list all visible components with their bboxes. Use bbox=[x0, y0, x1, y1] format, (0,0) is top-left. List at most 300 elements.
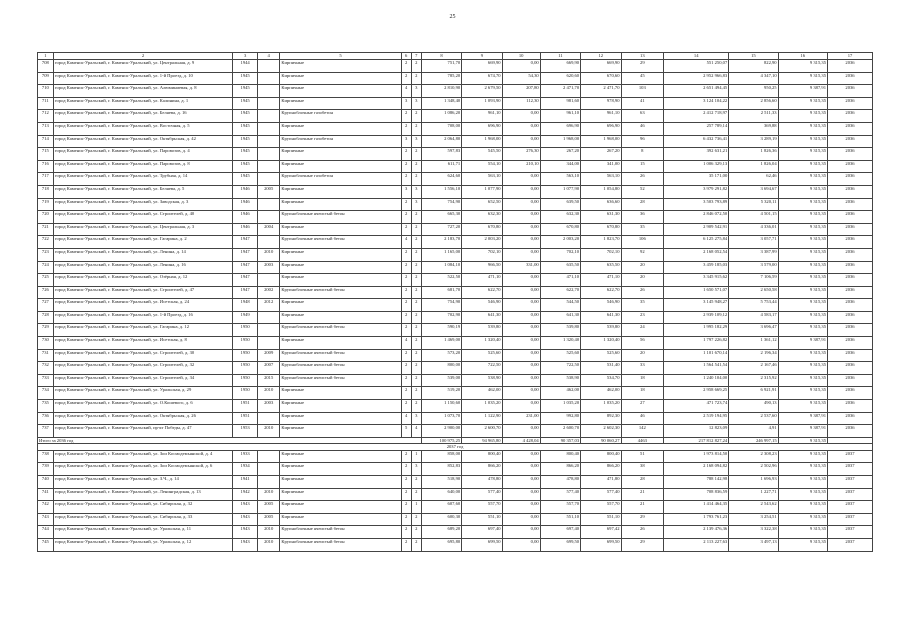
table-cell: 3 057,71 bbox=[729, 236, 778, 249]
table-cell: 674,70 bbox=[462, 72, 502, 85]
table-cell: 29 bbox=[621, 538, 664, 551]
table-cell: 1945 bbox=[233, 135, 258, 148]
table-cell bbox=[257, 450, 279, 463]
table-cell: 9 315,35 bbox=[778, 60, 827, 73]
table-cell: 2 bbox=[411, 160, 421, 173]
table-cell: 1948 bbox=[233, 299, 258, 312]
table-cell: 590,19 bbox=[421, 324, 461, 337]
table-cell: 96 bbox=[621, 135, 664, 148]
table-cell: 1 968,00 bbox=[462, 135, 502, 148]
table-cell: 2 bbox=[401, 538, 411, 551]
table-cell: 1943 bbox=[233, 501, 258, 514]
table-cell: 641,30 bbox=[540, 311, 580, 324]
table-cell: 2 315,92 bbox=[729, 374, 778, 387]
table-cell: город Каменск-Уральский, г. Каменск-Уральский, ул. Октябрьская, д. 42 bbox=[53, 135, 233, 148]
table-row bbox=[38, 463, 873, 476]
table-cell: 0,00 bbox=[502, 337, 540, 350]
table-cell: 2 bbox=[411, 311, 421, 324]
table-cell: 723 bbox=[38, 248, 54, 261]
table-cell: 26 bbox=[621, 173, 664, 186]
table-cell: 2036 bbox=[827, 85, 872, 98]
table-cell: 554,10 bbox=[462, 160, 502, 173]
table-cell: 2 bbox=[411, 60, 421, 73]
table-cell: 2037 bbox=[827, 501, 872, 514]
table-cell: Кирпичные bbox=[280, 261, 401, 274]
table-cell: 3 254,51 bbox=[729, 513, 778, 526]
table-cell: Кирпичные bbox=[280, 488, 401, 501]
table-cell: 9 315,35 bbox=[778, 311, 827, 324]
table-cell: 1947 bbox=[233, 274, 258, 287]
table-row bbox=[38, 526, 873, 539]
table-cell: 2 bbox=[401, 274, 411, 287]
table-cell: 0,00 bbox=[502, 173, 540, 186]
summary-cell: Итого за 2036 год bbox=[38, 437, 422, 444]
table-cell: 557,70 bbox=[581, 501, 621, 514]
table-cell: 56 bbox=[621, 337, 664, 350]
table-cell: город Каменск-Уральский, г. Каменск-Уральский, ул. Строителей, д. 34 bbox=[53, 374, 233, 387]
table-cell: 1946 bbox=[233, 185, 258, 198]
table-cell: 715 bbox=[38, 148, 54, 161]
table-cell: 544,50 bbox=[540, 299, 580, 312]
table-cell: 525,60 bbox=[540, 349, 580, 362]
table-cell bbox=[257, 97, 279, 110]
table-cell: город Каменск-Уральский, г. Каменск-Уральский, ул. Зои Космодемьянской, д. 6 bbox=[53, 463, 233, 476]
table-cell: 709 bbox=[38, 72, 54, 85]
table-cell: 2036 bbox=[827, 387, 872, 400]
table-cell: 9 315,35 bbox=[778, 135, 827, 148]
table-cell: 1953 bbox=[233, 425, 258, 438]
table-cell: 696,90 bbox=[540, 122, 580, 135]
table-cell: 636,60 bbox=[581, 198, 621, 211]
table-cell: 471,80 bbox=[581, 476, 621, 489]
table-cell: Кирпичные bbox=[280, 148, 401, 161]
table-cell: 0,00 bbox=[502, 324, 540, 337]
table-cell: 2 bbox=[411, 248, 421, 261]
table-cell: 2 bbox=[411, 337, 421, 350]
table-cell: Кирпичные bbox=[280, 160, 401, 173]
table-cell: 950,25 bbox=[729, 85, 778, 98]
table-row bbox=[38, 248, 873, 261]
table-cell: 539,80 bbox=[540, 324, 580, 337]
table-cell: 632,30 bbox=[540, 211, 580, 224]
table-cell: 545,50 bbox=[462, 148, 502, 161]
table-cell bbox=[257, 311, 279, 324]
table-cell: 577,40 bbox=[540, 488, 580, 501]
table-cell: 0,00 bbox=[502, 60, 540, 73]
table-cell: 3 bbox=[401, 135, 411, 148]
page-number: 25 bbox=[449, 14, 456, 20]
table-cell: 2012 bbox=[257, 299, 279, 312]
table-cell: 7 106,59 bbox=[729, 274, 778, 287]
table-cell: 2010 bbox=[257, 425, 279, 438]
table-row bbox=[38, 425, 873, 438]
table-cell: 15 bbox=[621, 160, 664, 173]
table-row bbox=[38, 450, 873, 463]
table-cell: 738 bbox=[38, 450, 54, 463]
table-cell: 695,80 bbox=[421, 538, 461, 551]
table-cell: 2 bbox=[411, 286, 421, 299]
table-cell: 0,00 bbox=[502, 362, 540, 375]
table-cell: Кирпичные bbox=[280, 122, 401, 135]
table-cell: 1 035,20 bbox=[581, 400, 621, 413]
table-cell: 1 650 571,07 bbox=[664, 286, 729, 299]
table-cell: 1945 bbox=[233, 85, 258, 98]
column-number: 14 bbox=[664, 53, 729, 60]
table-cell: 9 315,35 bbox=[778, 349, 827, 362]
column-number: 15 bbox=[729, 53, 778, 60]
table-cell: 2036 bbox=[827, 286, 872, 299]
table-cell: город Каменск-Уральский, г. Каменск-Уральский, ул. 1-й Проезд, д. 16 bbox=[53, 311, 233, 324]
table-cell: 2003 bbox=[257, 400, 279, 413]
table-cell: 1947 bbox=[233, 261, 258, 274]
table-cell: 4 583,17 bbox=[729, 311, 778, 324]
column-number: 4 bbox=[257, 53, 279, 60]
table-cell: Крупноблочные ячеистый бетон bbox=[280, 362, 401, 375]
table-cell: 2 bbox=[401, 110, 411, 123]
table-cell: 2 bbox=[401, 173, 411, 186]
table-cell: 2 bbox=[411, 236, 421, 249]
table-cell: 2 bbox=[411, 110, 421, 123]
table-cell: 699,50 bbox=[540, 538, 580, 551]
table-cell: 2 537,60 bbox=[729, 412, 778, 425]
table-cell: 1945 bbox=[233, 72, 258, 85]
column-number: 9 bbox=[462, 53, 502, 60]
table-cell bbox=[257, 412, 279, 425]
table-cell: 1 995 182,29 bbox=[664, 324, 729, 337]
table-cell: 9 315,35 bbox=[778, 501, 827, 514]
table-cell: 2 bbox=[411, 299, 421, 312]
table-cell: 611,71 bbox=[421, 160, 461, 173]
table-cell: 822,90 bbox=[729, 60, 778, 73]
table-cell: 2 bbox=[401, 160, 411, 173]
table-cell: 726 bbox=[38, 286, 54, 299]
table-cell: Кирпичные bbox=[280, 513, 401, 526]
table-cell: 1 086,20 bbox=[421, 110, 461, 123]
table-cell: 0,00 bbox=[502, 110, 540, 123]
table-cell: Крупноблочные ячеистый бетон bbox=[280, 526, 401, 539]
table-cell: 478,80 bbox=[540, 476, 580, 489]
table-cell: 2036 bbox=[827, 211, 872, 224]
table-cell: 858,00 bbox=[421, 450, 461, 463]
table-cell: 0,00 bbox=[502, 501, 540, 514]
table-cell: 2 bbox=[401, 513, 411, 526]
table-cell: 471,10 bbox=[462, 274, 502, 287]
table-cell: 52 bbox=[621, 185, 664, 198]
column-number: 7 bbox=[411, 53, 421, 60]
table-cell: 9 315,35 bbox=[778, 450, 827, 463]
table-cell: 730 bbox=[38, 337, 54, 350]
table-cell: 2036 bbox=[827, 311, 872, 324]
table-cell: 24 bbox=[621, 324, 664, 337]
table-cell: 742 bbox=[38, 501, 54, 514]
table-cell: 734 bbox=[38, 387, 54, 400]
table-cell: 3 bbox=[411, 85, 421, 98]
table-cell: 1 054,80 bbox=[581, 185, 621, 198]
table-cell: 2003 bbox=[257, 261, 279, 274]
table-cell: 2010 bbox=[257, 488, 279, 501]
table-cell: 519,20 bbox=[421, 387, 461, 400]
table-cell: 2037 bbox=[827, 488, 872, 501]
table-cell: 2 bbox=[401, 148, 411, 161]
table-row bbox=[38, 387, 873, 400]
table-cell: 2036 bbox=[827, 122, 872, 135]
table-row bbox=[38, 337, 873, 350]
column-number: 16 bbox=[778, 53, 827, 60]
table-cell: 557,70 bbox=[462, 501, 502, 514]
table-cell: 670,80 bbox=[462, 223, 502, 236]
table-cell: 2036 bbox=[827, 425, 872, 438]
table-cell: 2036 bbox=[827, 274, 872, 287]
summary-cell: 100 975,25 bbox=[421, 437, 461, 444]
table-cell: 0,00 bbox=[502, 311, 540, 324]
table-cell: 563,10 bbox=[462, 173, 502, 186]
table-cell: город Каменск-Уральский, г. Каменск-Уральский, ул. Беляева, д. 5 bbox=[53, 185, 233, 198]
summary-cell: 4 428,04 bbox=[502, 437, 540, 444]
table-cell: город Каменск-Уральский, г. Каменск-Уральский, ул. Зои Космодемьянской, д. 4 bbox=[53, 450, 233, 463]
table-row bbox=[38, 223, 873, 236]
table-cell: 2 003,20 bbox=[540, 236, 580, 249]
table-cell: 0,00 bbox=[502, 513, 540, 526]
table-cell: 735 bbox=[38, 400, 54, 413]
table-cell: 3 387,99 bbox=[729, 248, 778, 261]
table-cell: 4 bbox=[411, 425, 421, 438]
table-cell: 103 bbox=[621, 85, 664, 98]
table-row bbox=[38, 110, 873, 123]
table-cell: 518,90 bbox=[421, 476, 461, 489]
table-cell: 1950 bbox=[233, 362, 258, 375]
table-cell: 0,00 bbox=[502, 463, 540, 476]
table-cell: 1951 bbox=[233, 400, 258, 413]
table-cell: 63 bbox=[621, 110, 664, 123]
table-cell: 639,50 bbox=[540, 198, 580, 211]
table-cell: 1946 bbox=[233, 223, 258, 236]
table-cell: Кирпичные bbox=[280, 425, 401, 438]
table-cell: 3 696,47 bbox=[729, 324, 778, 337]
table-row bbox=[38, 299, 873, 312]
table-cell: 866,20 bbox=[540, 463, 580, 476]
table-cell: 716 bbox=[38, 160, 54, 173]
table-cell: 2 856,60 bbox=[729, 97, 778, 110]
table-cell: 708 bbox=[38, 60, 54, 73]
table-cell: 2 958 669,25 bbox=[664, 387, 729, 400]
table-cell: 1945 bbox=[233, 110, 258, 123]
table-cell: 2 511,33 bbox=[729, 110, 778, 123]
table-cell: 1 823,70 bbox=[581, 236, 621, 249]
table-cell: 2036 bbox=[827, 349, 872, 362]
table-cell: 471 723,74 bbox=[664, 400, 729, 413]
table-cell: 1 150,60 bbox=[421, 400, 461, 413]
table-cell: город Каменск-Уральский, г. Каменск-Уральский, ул. Озёрная, д. 12 bbox=[53, 274, 233, 287]
table-cell: 0,00 bbox=[502, 286, 540, 299]
table-cell: 2004 bbox=[257, 223, 279, 236]
table-cell: город Каменск-Уральский, г. Каменск-Уральский, ул. Исетская, д. 24 bbox=[53, 299, 233, 312]
table-cell: 2 bbox=[401, 400, 411, 413]
table-cell: 3 979 291,82 bbox=[664, 185, 729, 198]
column-number: 8 bbox=[421, 53, 461, 60]
table-cell: 2036 bbox=[827, 324, 872, 337]
table-cell: 0,00 bbox=[502, 274, 540, 287]
column-number-row bbox=[38, 53, 873, 60]
table-cell: 2 519 194,95 bbox=[664, 412, 729, 425]
table-cell: 2015 bbox=[257, 374, 279, 387]
table-row bbox=[38, 476, 873, 489]
table-cell: 62,46 bbox=[729, 173, 778, 186]
table-cell: 2037 bbox=[827, 450, 872, 463]
table-cell: 622,70 bbox=[581, 286, 621, 299]
table-cell: 106 bbox=[621, 236, 664, 249]
column-number: 3 bbox=[233, 53, 258, 60]
table-cell: город Каменск-Уральский, г. Каменск-Уральский, ул. Трубная, д. 14 bbox=[53, 173, 233, 186]
table-cell: 1 797 226,82 bbox=[664, 337, 729, 350]
table-cell: Кирпичные bbox=[280, 185, 401, 198]
table-cell: 267,20 bbox=[581, 148, 621, 161]
table-cell: 341,00 bbox=[581, 160, 621, 173]
table-cell: 0,00 bbox=[502, 400, 540, 413]
table-cell: 702,10 bbox=[540, 248, 580, 261]
table-cell: 641,30 bbox=[581, 311, 621, 324]
table-cell: 462,00 bbox=[462, 387, 502, 400]
table-cell bbox=[257, 274, 279, 287]
table-cell: 4 bbox=[401, 85, 411, 98]
table-cell: 2036 bbox=[827, 223, 872, 236]
table-cell: 46 bbox=[621, 122, 664, 135]
table-cell: 708,00 bbox=[421, 122, 461, 135]
table-cell: 622,70 bbox=[462, 286, 502, 299]
table-cell: 2 308,23 bbox=[729, 450, 778, 463]
table-cell: Кирпичные bbox=[280, 248, 401, 261]
table-cell: 9 315,35 bbox=[778, 198, 827, 211]
table-cell: 1 320,40 bbox=[540, 337, 580, 350]
table-cell: 892,30 bbox=[581, 412, 621, 425]
table-cell: город Каменск-Уральский, г. Каменск-Уральский, ул. Паровозов, д. 8 bbox=[53, 160, 233, 173]
table-cell: 1943 bbox=[233, 513, 258, 526]
table-cell: 18 bbox=[621, 387, 664, 400]
table-cell: 3 bbox=[401, 185, 411, 198]
table-cell: 1946 bbox=[233, 198, 258, 211]
table-cell: 2 412 718,97 bbox=[664, 110, 729, 123]
table-cell: 3 bbox=[411, 135, 421, 148]
table-cell: Крупноблочные ячеистый бетон bbox=[280, 349, 401, 362]
table-cell: 2 bbox=[411, 173, 421, 186]
table-cell: 5 320,11 bbox=[729, 198, 778, 211]
table-row bbox=[38, 324, 873, 337]
table-cell: город Каменск-Уральский, г. Каменск-Уральский, ул. Сибирская, д. 33 bbox=[53, 513, 233, 526]
table-row bbox=[38, 60, 873, 73]
table-cell: 2 846 072,50 bbox=[664, 211, 729, 224]
table-cell: 665,30 bbox=[421, 211, 461, 224]
table-cell: 9 315,35 bbox=[778, 160, 827, 173]
table-cell: город Каменск-Уральский, г. Каменск-Уральский, ул. Паровозов, д. 4 bbox=[53, 148, 233, 161]
table-cell: 2009 bbox=[257, 349, 279, 362]
table-cell: 702,10 bbox=[462, 248, 502, 261]
table-cell: город Каменск-Уральский, г. Каменск-Уральский, ул. Центральная, д. 9 bbox=[53, 60, 233, 73]
table-cell: 1945 bbox=[233, 97, 258, 110]
table-cell: 557,70 bbox=[540, 501, 580, 514]
table-cell: город Каменск-Уральский, г. Каменск-Уральский, ул. Калинина, д. 1 bbox=[53, 97, 233, 110]
table-cell: 539,00 bbox=[421, 374, 461, 387]
table-cell: 2 bbox=[401, 362, 411, 375]
table-cell: 9 315,35 bbox=[778, 223, 827, 236]
table-cell: 9 315,35 bbox=[778, 173, 827, 186]
table-cell: город Каменск-Уральский, г. Каменск-Уральский, ул. Заводская, д. 3 bbox=[53, 198, 233, 211]
table-cell: город Каменск-Уральский, г. Каменск-Уральский, ул. Строителей, д. 32 bbox=[53, 362, 233, 375]
table-cell: Крупноблочные ячеистый бетон bbox=[280, 236, 401, 249]
table-cell: 2 502,96 bbox=[729, 463, 778, 476]
table-cell: 1943 bbox=[233, 526, 258, 539]
table-cell: 2 bbox=[401, 488, 411, 501]
table-cell: 2 bbox=[401, 211, 411, 224]
table-cell: 267,20 bbox=[540, 148, 580, 161]
table-cell: 2 bbox=[411, 274, 421, 287]
table-cell: 2 bbox=[401, 349, 411, 362]
table-cell: 29 bbox=[621, 513, 664, 526]
table-cell: 1941 bbox=[233, 476, 258, 489]
table-cell: 2002 bbox=[257, 286, 279, 299]
table-cell: 2 650,58 bbox=[729, 286, 778, 299]
table-cell: Кирпичные bbox=[280, 299, 401, 312]
table-cell: 2036 bbox=[827, 236, 872, 249]
table-cell: 743 bbox=[38, 513, 54, 526]
table-cell: 2 bbox=[401, 261, 411, 274]
table-cell: 2 bbox=[411, 526, 421, 539]
table-cell: город Каменск-Уральский, г. Каменск-Уральский, ул. Восточная, д. 5 bbox=[53, 122, 233, 135]
table-cell: 697,42 bbox=[581, 526, 621, 539]
table-cell: 9 315,35 bbox=[778, 299, 827, 312]
table-cell: 2 bbox=[401, 60, 411, 73]
table-cell: 462,00 bbox=[540, 387, 580, 400]
table-cell: 1 320,40 bbox=[581, 337, 621, 350]
table-row bbox=[38, 274, 873, 287]
table-cell: 708 836,59 bbox=[664, 488, 729, 501]
table-cell: 0,00 bbox=[502, 476, 540, 489]
table-row bbox=[38, 349, 873, 362]
table-cell: 751,70 bbox=[421, 60, 461, 73]
table-cell: 9 315,35 bbox=[778, 400, 827, 413]
table-cell: 785,20 bbox=[421, 72, 461, 85]
table-row bbox=[38, 501, 873, 514]
table-cell: Крупноблочные ячеистый бетон bbox=[280, 324, 401, 337]
table-cell: 2 bbox=[411, 349, 421, 362]
table-cell: 635,50 bbox=[581, 261, 621, 274]
summary-cell: 90 060,27 bbox=[581, 437, 621, 444]
table-cell: 2 939 109,12 bbox=[664, 311, 729, 324]
table-row bbox=[38, 261, 873, 274]
table-cell: 2036 bbox=[827, 337, 872, 350]
table-cell: 3 bbox=[411, 198, 421, 211]
table-cell: 2036 bbox=[827, 185, 872, 198]
table-cell: город Каменск-Уральский, г. Каменск-Уральский, ул. Строителей, д. 47 bbox=[53, 286, 233, 299]
table-row bbox=[38, 236, 873, 249]
table-cell: 1 348,40 bbox=[421, 97, 461, 110]
table-cell: 2037 bbox=[827, 538, 872, 551]
table-cell: Крупноблочные ячеистый бетон bbox=[280, 538, 401, 551]
table-cell: 719 bbox=[38, 198, 54, 211]
table-cell: 2036 bbox=[827, 299, 872, 312]
table-cell: Кирпичные bbox=[280, 463, 401, 476]
table-cell: 45 bbox=[621, 72, 664, 85]
table-cell: 546,90 bbox=[581, 299, 621, 312]
table-cell: 2 bbox=[411, 122, 421, 135]
table-cell: 35 171,00 bbox=[664, 173, 729, 186]
table-cell: 1 240 104,00 bbox=[664, 374, 729, 387]
table-cell: 1947 bbox=[233, 248, 258, 261]
table-cell: 669,90 bbox=[540, 60, 580, 73]
table-cell bbox=[257, 85, 279, 98]
table-cell: город Каменск-Уральский, г. Каменск-Уральский, ул. Гагарина, д. 12 bbox=[53, 324, 233, 337]
table-cell: 2 600,70 bbox=[540, 425, 580, 438]
table-cell: 2037 bbox=[827, 513, 872, 526]
table-cell: 0,00 bbox=[502, 425, 540, 438]
